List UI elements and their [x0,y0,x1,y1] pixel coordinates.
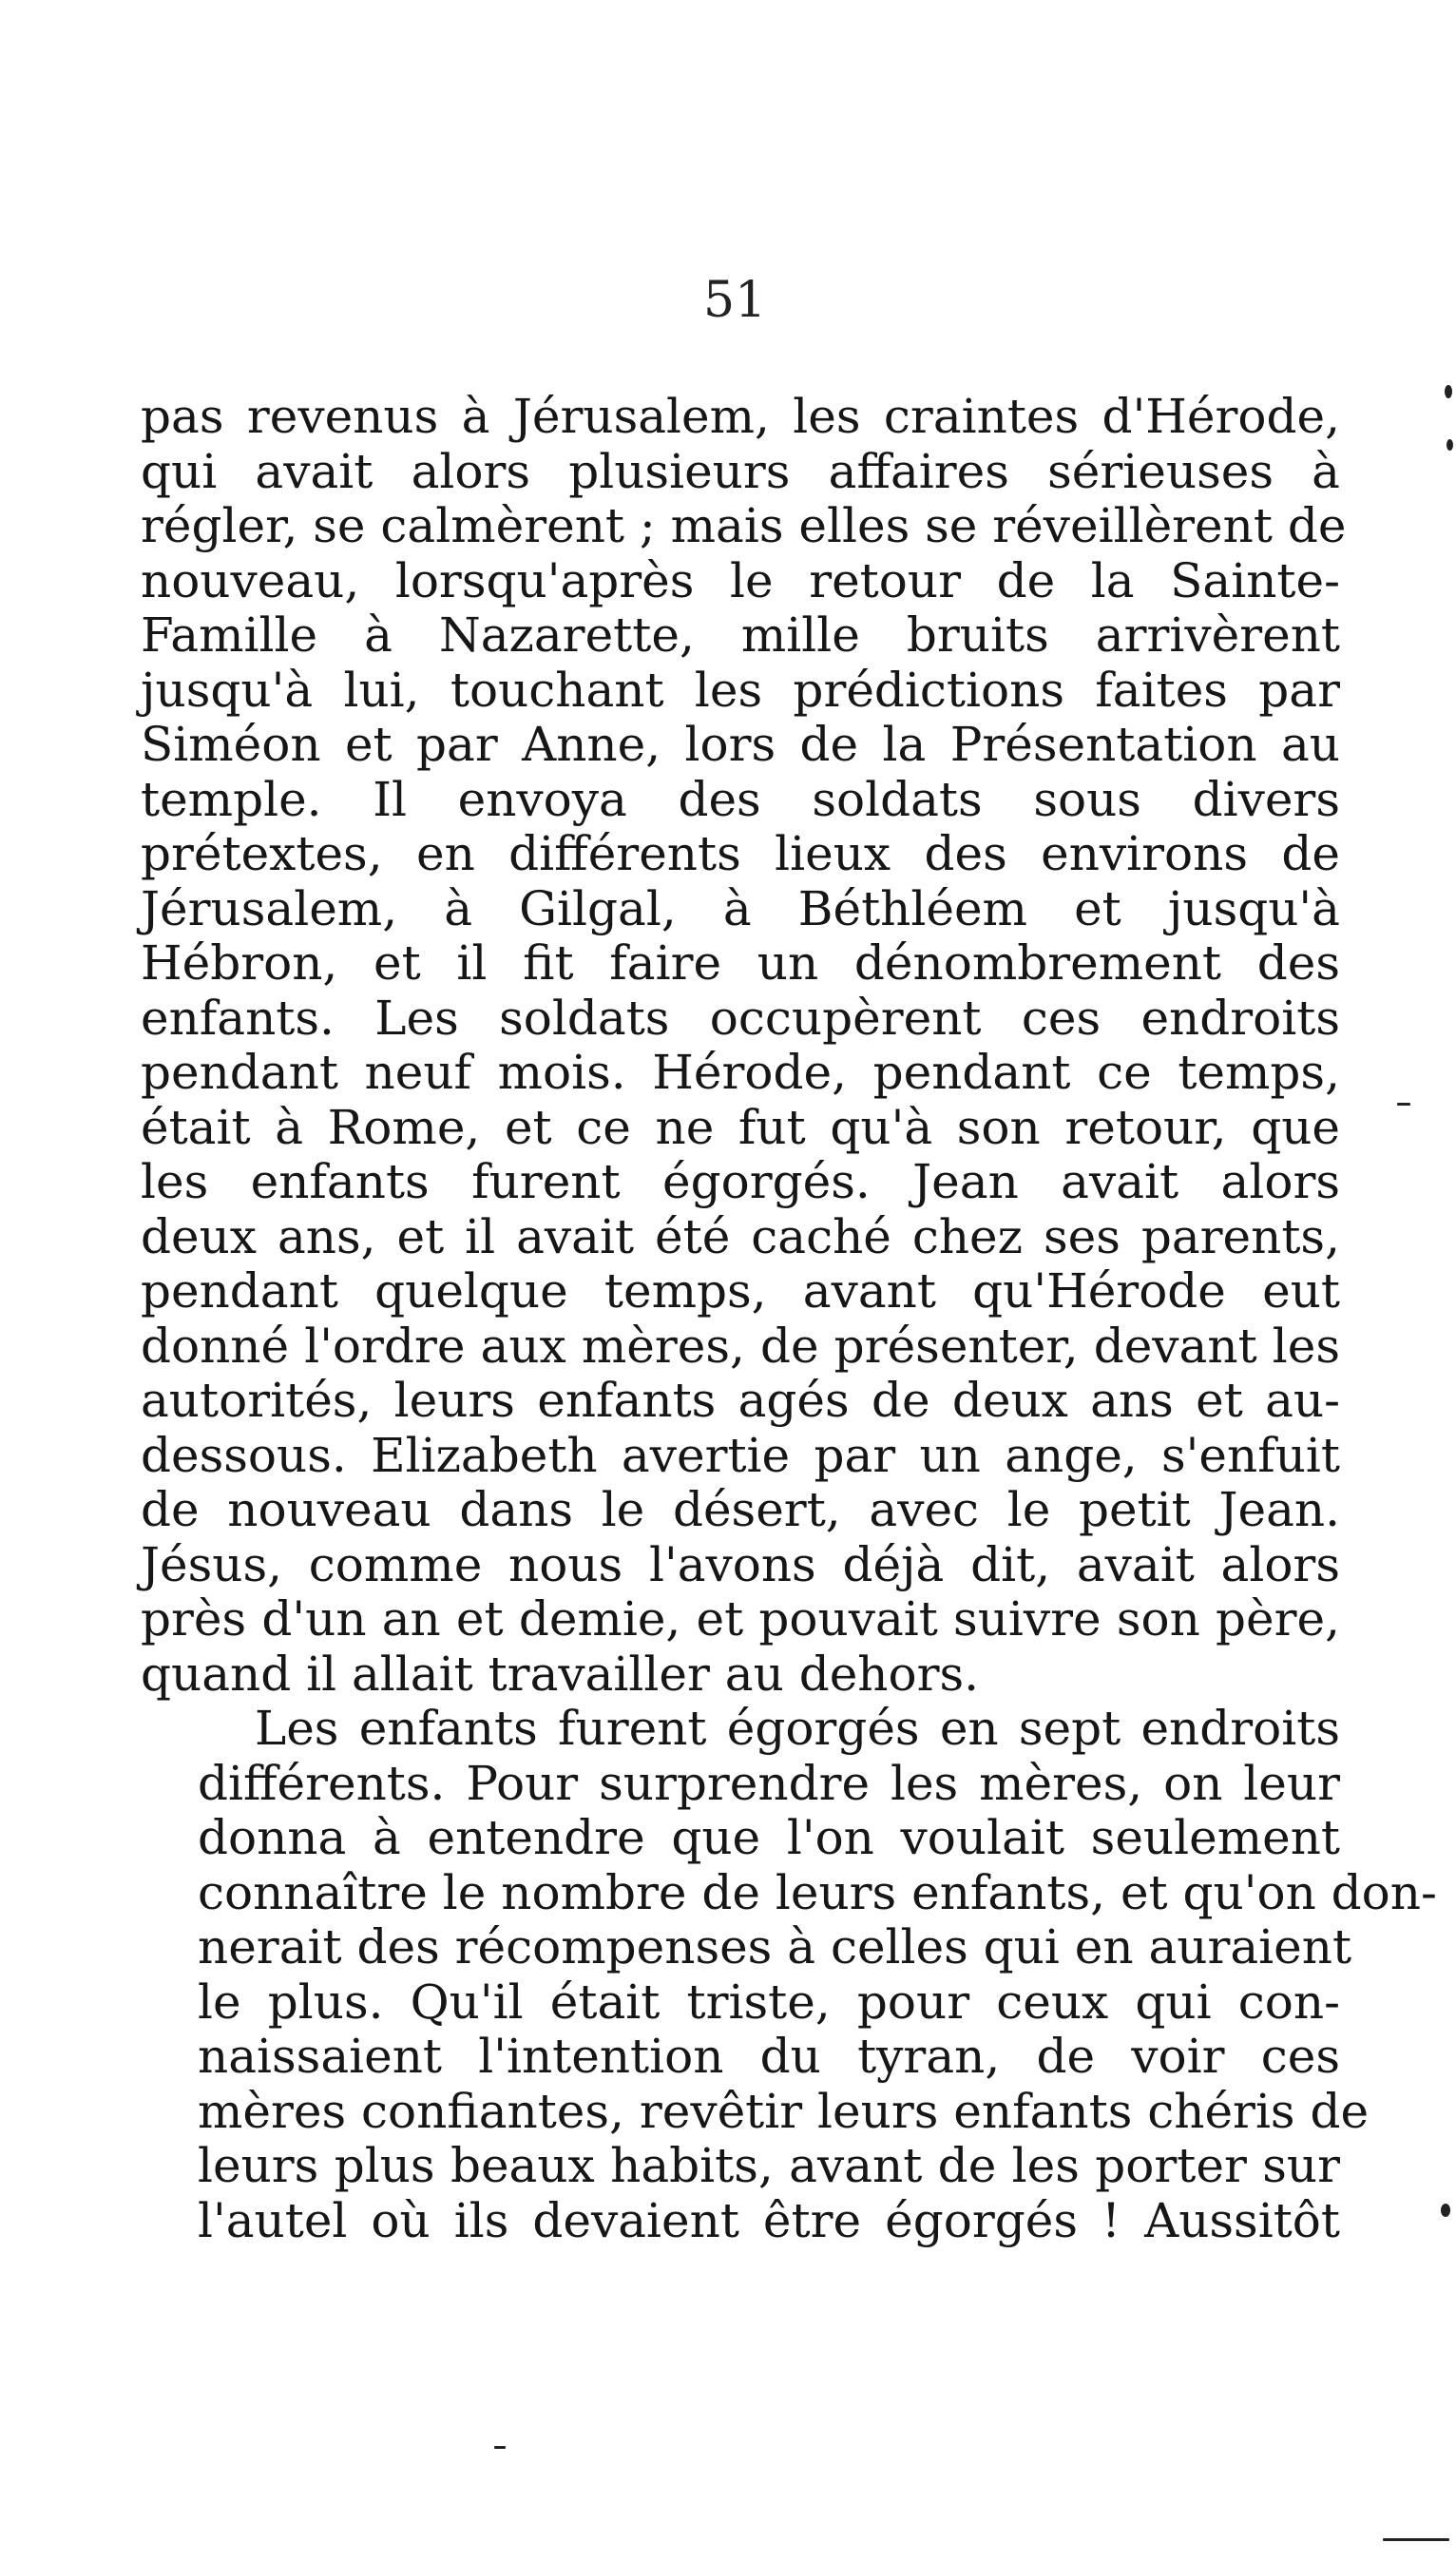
text-line: pendant quelque temps, avant qu'Hérode eut [141,1263,1340,1319]
text-line: pendant neuf mois. Hérode, pendant ce temps, [141,1045,1340,1100]
text-line: l'autel où ils devaient être égorgés ! Aussitôt [198,2192,1340,2248]
text-line: donné l'ordre aux mères, de présenter, devant les [141,1318,1340,1374]
scan-speck [1397,1103,1410,1106]
text-line: nouveau, lorsqu'après le retour de la Sainte- [141,552,1340,608]
text-line: nerait des récompenses à celles qui en auraient [198,1919,1352,1974]
text-line: connaître le nombre de leurs enfants, et qu'on don- [198,1864,1437,1920]
text-line: prétextes, en différents lieux des environs de [141,826,1340,881]
text-line: près d'un an et demie, et pouvait suivre son père, [141,1591,1340,1647]
text-line: était à Rome, et ce ne fut qu'à son retour, que [141,1099,1340,1155]
text-line: les enfants furent égorgés. Jean avait alors [141,1154,1340,1209]
scan-speck [1446,439,1453,451]
text-line: temple. Il envoya des soldats sous divers [141,771,1340,827]
text-line: régler, se calmèrent ; mais elles se réveillèrent de [141,498,1347,553]
body-text [141,389,1437,2248]
text-line: Siméon et par Anne, lors de la Présentation au [141,717,1340,772]
text-line: quand il allait travailler au dehors. [141,1646,980,1702]
text-line: Jérusalem, à Gilgal, à Béthléem et jusqu'à [141,880,1340,936]
text-line: Les enfants furent égorgés en sept endroits [255,1701,1340,1756]
text-line: dessous. Elizabeth avertie par un ange, s'enfuit [141,1427,1340,1483]
text-line: jusqu'à lui, touchant les prédictions faites par [141,662,1340,718]
text-line: différents. Pour surprendre les mères, on leur [198,1755,1340,1811]
text-line: qui avait alors plusieurs affaires sérieuses à [141,443,1340,499]
text-line: Hébron, et il fit faire un dénombrement des [141,935,1340,991]
text-line: donna à entendre que l'on voulait seulement [198,1810,1340,1865]
paragraph-1 [141,389,1347,1702]
text-line: le plus. Qu'il était triste, pour ceux qui con- [198,1974,1340,2030]
paragraph-2 [141,1701,1437,2248]
text-line: pas revenus à Jérusalem, les craintes d'Hérode, [141,389,1340,444]
text-line: naissaient l'intention du tyran, de voir ces [198,2029,1340,2084]
text-line: Jésus, comme nous l'avons déjà dit, avait alors [141,1536,1340,1592]
scan-speck [1441,2204,1450,2217]
text-line: Famille à Nazarette, mille bruits arrivèrent [141,607,1340,663]
page-number: 51 [703,272,767,329]
scan-speck [1383,2538,1449,2541]
text-line: mères confiantes, revêtir leurs enfants chéris de [198,2083,1370,2139]
text-line: leurs plus beaux habits, avant de les porter sur [198,2138,1340,2193]
scan-speck [1445,385,1452,398]
text-line: enfants. Les soldats occupèrent ces endroits [141,990,1340,1046]
text-line: deux ans, et il avait été caché chez ses parents, [141,1208,1340,1264]
text-line: autorités, leurs enfants agés de deux ans et au- [141,1373,1340,1428]
scan-speck [494,2446,506,2449]
text-line: de nouveau dans le désert, avec le petit Jean. [141,1482,1340,1537]
